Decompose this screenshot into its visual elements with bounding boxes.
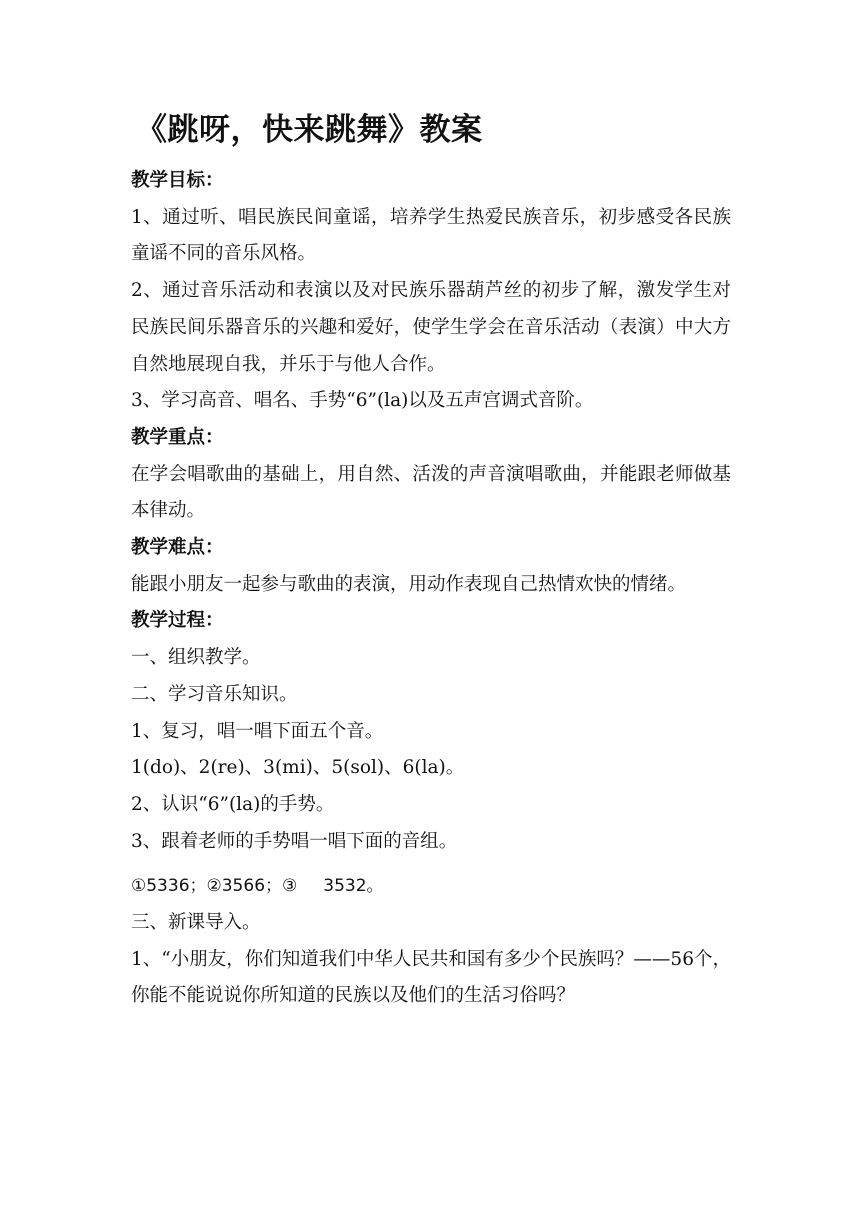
goal-3-paragraph: 3、学习高音、唱名、手势“6”(la)以及五声宫调式音阶。 — [131, 390, 594, 412]
note-groups-part-a: ①5336；②3566；③ — [131, 876, 298, 897]
goals-heading: 教学目标： — [131, 170, 224, 191]
page-title: 《跳呀，快来跳舞》教案 — [136, 112, 483, 148]
step-3-line: 三、新课导入。 — [131, 912, 261, 934]
goal-1-paragraph: 1、通过听、唱民族民间童谣，培养学生热爱民族音乐，初步感受各民族童谣不同的音乐风格。 — [131, 206, 731, 265]
step-1-line: 一、组织教学。 — [131, 647, 261, 669]
note-groups-line — [131, 868, 731, 905]
process-heading: 教学过程： — [131, 610, 224, 632]
goal-2-paragraph: 2、通过音乐活动和表演以及对民族乐器葫芦丝的初步了解，激发学生对民族民间乐器音乐的兴趣和爱好，使学生学会在音乐活动（表演）中大方自然地展现自我，并乐于与他人合作。 — [131, 280, 731, 375]
key-points-heading: 教学重点： — [131, 426, 224, 448]
note-groups-part-b: 3532。 — [323, 876, 384, 897]
step-3-1-paragraph: 1、“小朋友，你们知道我们中华人民共和国有多少个民族吗？——56个，你能不能说说你所知道的民族以及他们的生活习俗吗？ — [131, 948, 731, 1007]
step-2-notes-line: 1(do)、2(re)、3(mi)、5(sol)、6(la)。 — [131, 757, 465, 779]
difficulty-heading: 教学难点： — [131, 537, 224, 559]
step-2-1-line: 1、复习，唱一唱下面五个音。 — [131, 720, 384, 742]
document-body — [131, 163, 731, 1015]
step-2-line: 二、学习音乐知识。 — [131, 683, 298, 705]
step-2-3-line: 3、跟着老师的手势唱一唱下面的音组。 — [131, 830, 458, 852]
difficulty-paragraph: 能跟小朋友一起参与歌曲的表演，用动作表现自己热情欢快的情绪。 — [131, 573, 687, 595]
key-points-paragraph: 在学会唱歌曲的基础上，用自然、活泼的声音演唱歌曲，并能跟老师做基本律动。 — [131, 463, 731, 522]
step-2-2-line: 2、认识“6”(la)的手势。 — [131, 793, 335, 815]
